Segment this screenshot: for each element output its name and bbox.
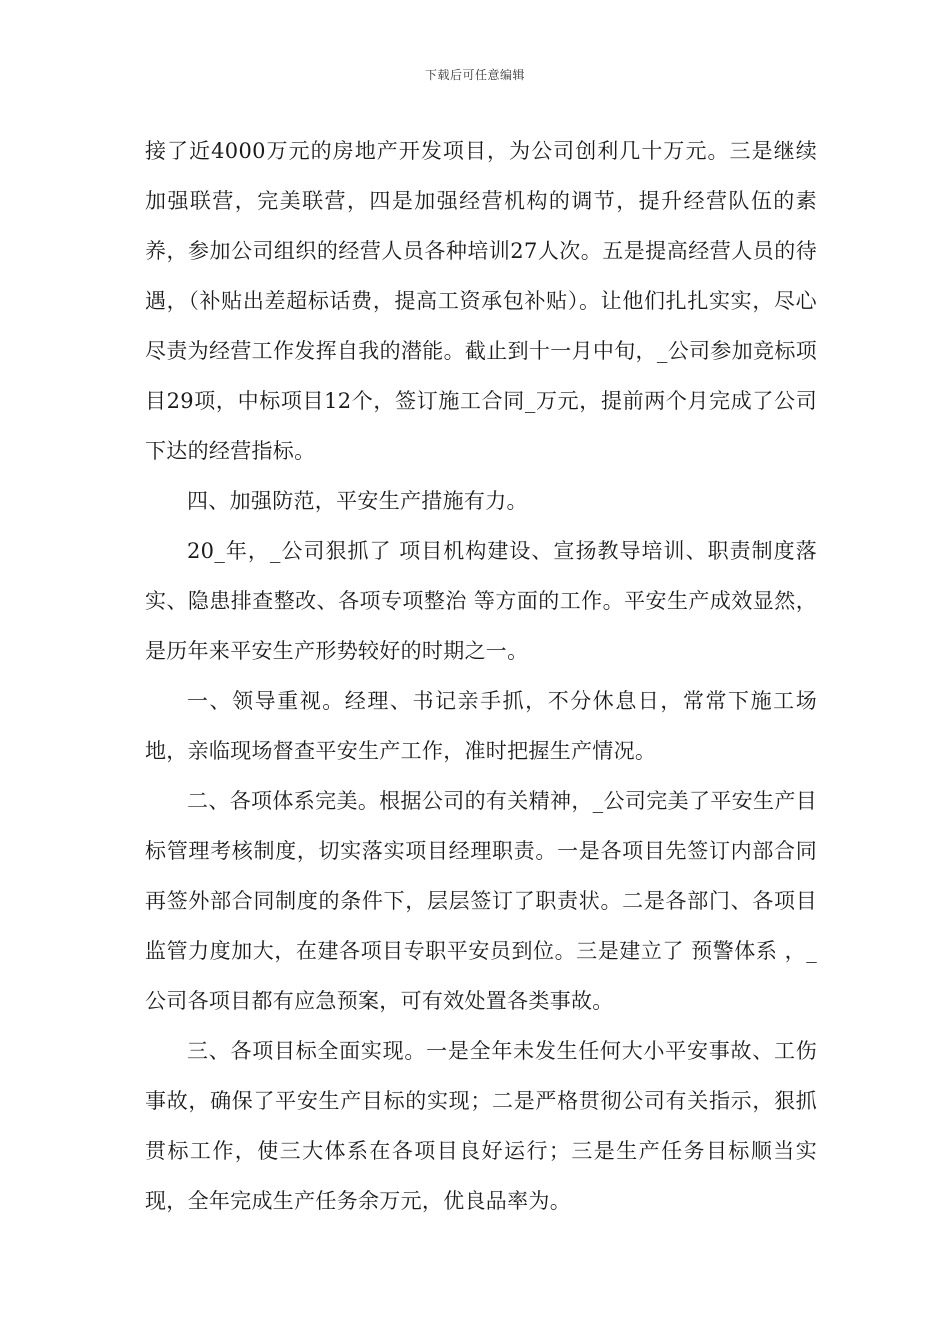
paragraph-continuation: 接了近4000万元的房地产开发项目，为公司创利几十万元。三是继续加强联营，完美联营，四是加强经营机构的调节，提升经营队伍的素养，参加公司组织的经营人员各种培训27人次。五是提高经营人员的待遇，（补贴出差超标话费，提高工资承包补贴）。让他们扎扎实实，尽心尽责为经营工作发挥自我的潜能。截止到十一月中旬，_公司参加竞标项目29项，中标项目12个，签订施工合同_万元，提前两个月完成了公司下达的经营指标。: [145, 139, 817, 463]
paragraph-safety-overview: 20_年，_公司狠抓了 项目机构建设、宣扬教导培训、职责制度落实、隐患排查整改、各项专项整治 等方面的工作。平安生产成效显然，是历年来平安生产形势较好的时期之一。: [145, 539, 817, 663]
document-body: [145, 126, 817, 1226]
paragraph-leadership: 一、领导重视。经理、书记亲手抓，不分休息日，常常下施工场地，亲临现场督查平安生产工作，准时把握生产情况。: [145, 689, 817, 763]
paragraph-systems: 二、各项体系完美。根据公司的有关精神，_公司完美了平安生产目标管理考核制度，切实落实项目经理职责。一是各项目先签订内部合同再签外部合同制度的条件下，层层签订了职责状。二是各部门、各项目监管力度加大，在建各项目专职平安员到位。三是建立了 预警体系 ，_公司各项目都有应急预案，可有效处置各类事故。: [145, 789, 817, 1013]
page-header: 下载后可任意编辑: [424, 68, 525, 82]
paragraph-targets: 三、各项目标全面实现。一是全年未发生任何大小平安事故、工伤事故，确保了平安生产目标的实现；二是严格贯彻公司有关指示，狠抓贯标工作，使三大体系在各项目良好运行；三是生产任务目标顺当实现，全年完成生产任务余万元，优良品率为。: [145, 1039, 817, 1213]
section-heading-four: 四、加强防范，平安生产措施有力。: [187, 489, 528, 513]
